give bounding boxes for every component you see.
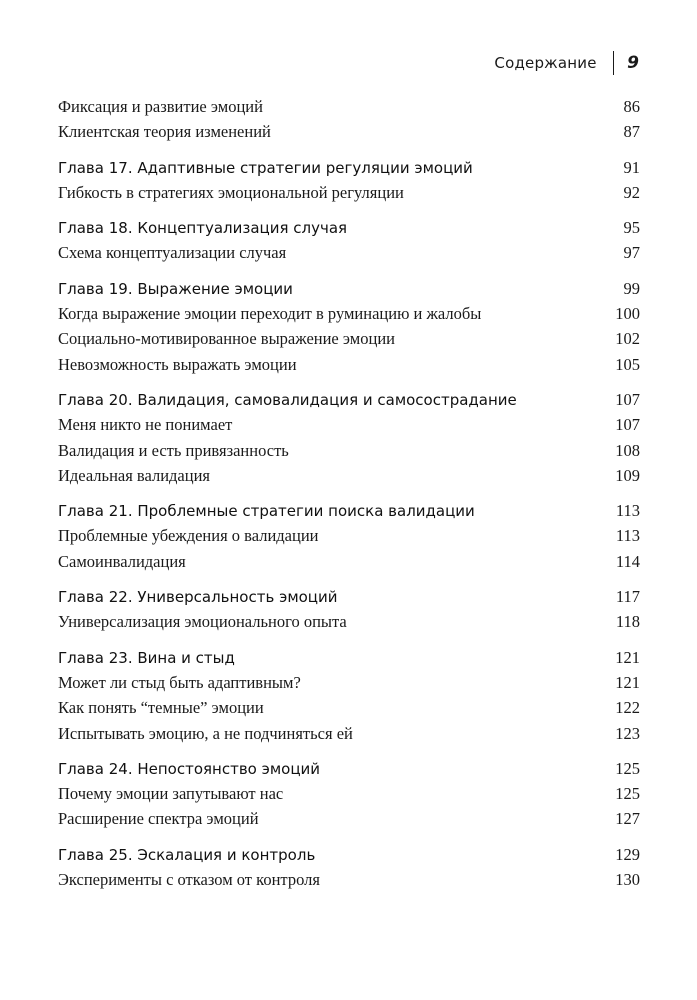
toc-entry-row[interactable] (58, 523, 640, 548)
toc-section (58, 645, 640, 746)
entry-title: Самоинвалидация (58, 551, 186, 571)
toc-entry-row[interactable] (58, 301, 640, 326)
toc-section (58, 584, 640, 635)
page-ref: 123 (615, 723, 640, 743)
entry-title: Идеальная валидация (58, 465, 211, 485)
entry-title: Почему эмоции запутывают нас (58, 784, 284, 804)
entry-title: Может ли стыд быть адаптивным? (58, 672, 301, 692)
toc-chapter-row[interactable] (58, 155, 640, 180)
entry-title: Универсализация эмоционального опыта (58, 612, 347, 632)
chapter-title: Глава 24. Непостоянство эмоций (58, 759, 321, 778)
entry-title: Когда выражение эмоции переходит в руминацию и жалобы (58, 304, 482, 324)
page-ref: 109 (615, 465, 640, 485)
page-ref: 118 (615, 612, 640, 632)
toc-entry-row[interactable] (58, 352, 640, 377)
page-ref: 105 (615, 354, 640, 374)
running-header (494, 50, 639, 76)
toc-chapter-row[interactable] (58, 842, 640, 867)
toc-entry-row[interactable] (58, 670, 640, 695)
toc-entry-row[interactable] (58, 867, 640, 892)
entry-title: Невозможность выражать эмоции (58, 354, 297, 374)
toc-entry-row[interactable] (58, 721, 640, 746)
toc-section (58, 215, 640, 266)
entry-title: Клиентская теория изменений (58, 122, 271, 142)
page-ref: 100 (615, 304, 640, 324)
entry-title: Как понять “темные” эмоции (58, 698, 264, 718)
chapter-title: Глава 23. Вина и стыд (58, 648, 235, 667)
chapter-title: Глава 21. Проблемные стратегии поиска валидации (58, 502, 475, 521)
page-ref: 130 (615, 870, 640, 890)
toc-chapter-row[interactable] (58, 645, 640, 670)
page-ref: 121 (615, 672, 640, 692)
page-ref: 117 (615, 587, 640, 607)
toc-entry-row[interactable] (58, 412, 640, 437)
page-ref: 97 (623, 243, 640, 263)
page-ref: 129 (615, 844, 640, 864)
chapter-title: Глава 25. Эскалация и контроль (58, 845, 316, 864)
running-header-title: Содержание (494, 54, 597, 72)
page-ref: 125 (615, 758, 640, 778)
entry-title: Испытывать эмоцию, а не подчиняться ей (58, 723, 353, 743)
page-ref: 91 (623, 157, 640, 177)
toc-entry-row[interactable] (58, 326, 640, 351)
toc-chapter-row[interactable] (58, 387, 640, 412)
page-number: 9 (627, 53, 639, 73)
page-ref: 102 (615, 329, 640, 349)
page-ref: 87 (623, 122, 640, 142)
toc-entry-row[interactable] (58, 549, 640, 574)
toc-chapter-row[interactable] (58, 756, 640, 781)
entry-title: Фиксация и развитие эмоций (58, 97, 263, 116)
toc-chapter-row[interactable] (58, 215, 640, 240)
toc-entry-row[interactable] (58, 180, 640, 205)
toc-entry-row[interactable] (58, 695, 640, 720)
page-ref: 108 (615, 440, 640, 460)
toc-entry-row[interactable] (58, 806, 640, 831)
page-ref: 107 (615, 389, 640, 409)
page-ref: 113 (615, 501, 640, 521)
page-ref: 92 (623, 182, 640, 202)
entry-title: Расширение спектра эмоций (58, 809, 259, 829)
page-ref: 113 (615, 526, 640, 546)
page-ref: 125 (615, 784, 640, 804)
toc-entry-row[interactable] (58, 463, 640, 488)
page-ref: 114 (615, 551, 640, 571)
page-ref: 121 (615, 647, 640, 667)
page-ref: 107 (615, 415, 640, 435)
entry-title: Эксперименты с отказом от контроля (58, 870, 320, 890)
toc-section (58, 155, 640, 206)
toc-entry-row[interactable] (58, 94, 640, 119)
toc-entry-row[interactable] (58, 438, 640, 463)
toc-entry-row[interactable] (58, 781, 640, 806)
toc-section (58, 94, 640, 145)
toc-entry-row[interactable] (58, 119, 640, 144)
toc-section (58, 842, 640, 893)
entry-title: Социально-мотивированное выражение эмоции (58, 329, 395, 349)
chapter-title: Глава 17. Адаптивные стратегии регуляции эмоций (58, 158, 473, 177)
toc-section (58, 276, 640, 377)
entry-title: Гибкость в стратегиях эмоциональной регуляции (58, 182, 404, 202)
table-of-contents (58, 94, 640, 901)
entry-title: Меня никто не понимает (58, 415, 233, 435)
toc-section (58, 387, 640, 488)
toc-section (58, 498, 640, 574)
chapter-title: Глава 20. Валидация, самовалидация и самосострадание (58, 390, 517, 409)
entry-title: Схема концептуализации случая (58, 243, 287, 263)
page-ref: 95 (623, 218, 640, 238)
page-ref: 99 (623, 278, 640, 298)
toc-section (58, 756, 640, 832)
chapter-title: Глава 22. Универсальность эмоций (58, 588, 338, 607)
entry-title: Проблемные убеждения о валидации (58, 526, 319, 546)
header-divider (613, 51, 615, 75)
chapter-title: Глава 19. Выражение эмоции (58, 279, 293, 298)
toc-chapter-row[interactable] (58, 498, 640, 523)
page-ref: 127 (615, 809, 640, 829)
page-ref: 86 (623, 97, 640, 116)
toc-chapter-row[interactable] (58, 276, 640, 301)
toc-entry-row[interactable] (58, 609, 640, 634)
entry-title: Валидация и есть привязанность (58, 440, 289, 460)
toc-chapter-row[interactable] (58, 584, 640, 609)
page-ref: 122 (615, 698, 640, 718)
toc-entry-row[interactable] (58, 240, 640, 265)
chapter-title: Глава 18. Концептуализация случая (58, 219, 348, 238)
